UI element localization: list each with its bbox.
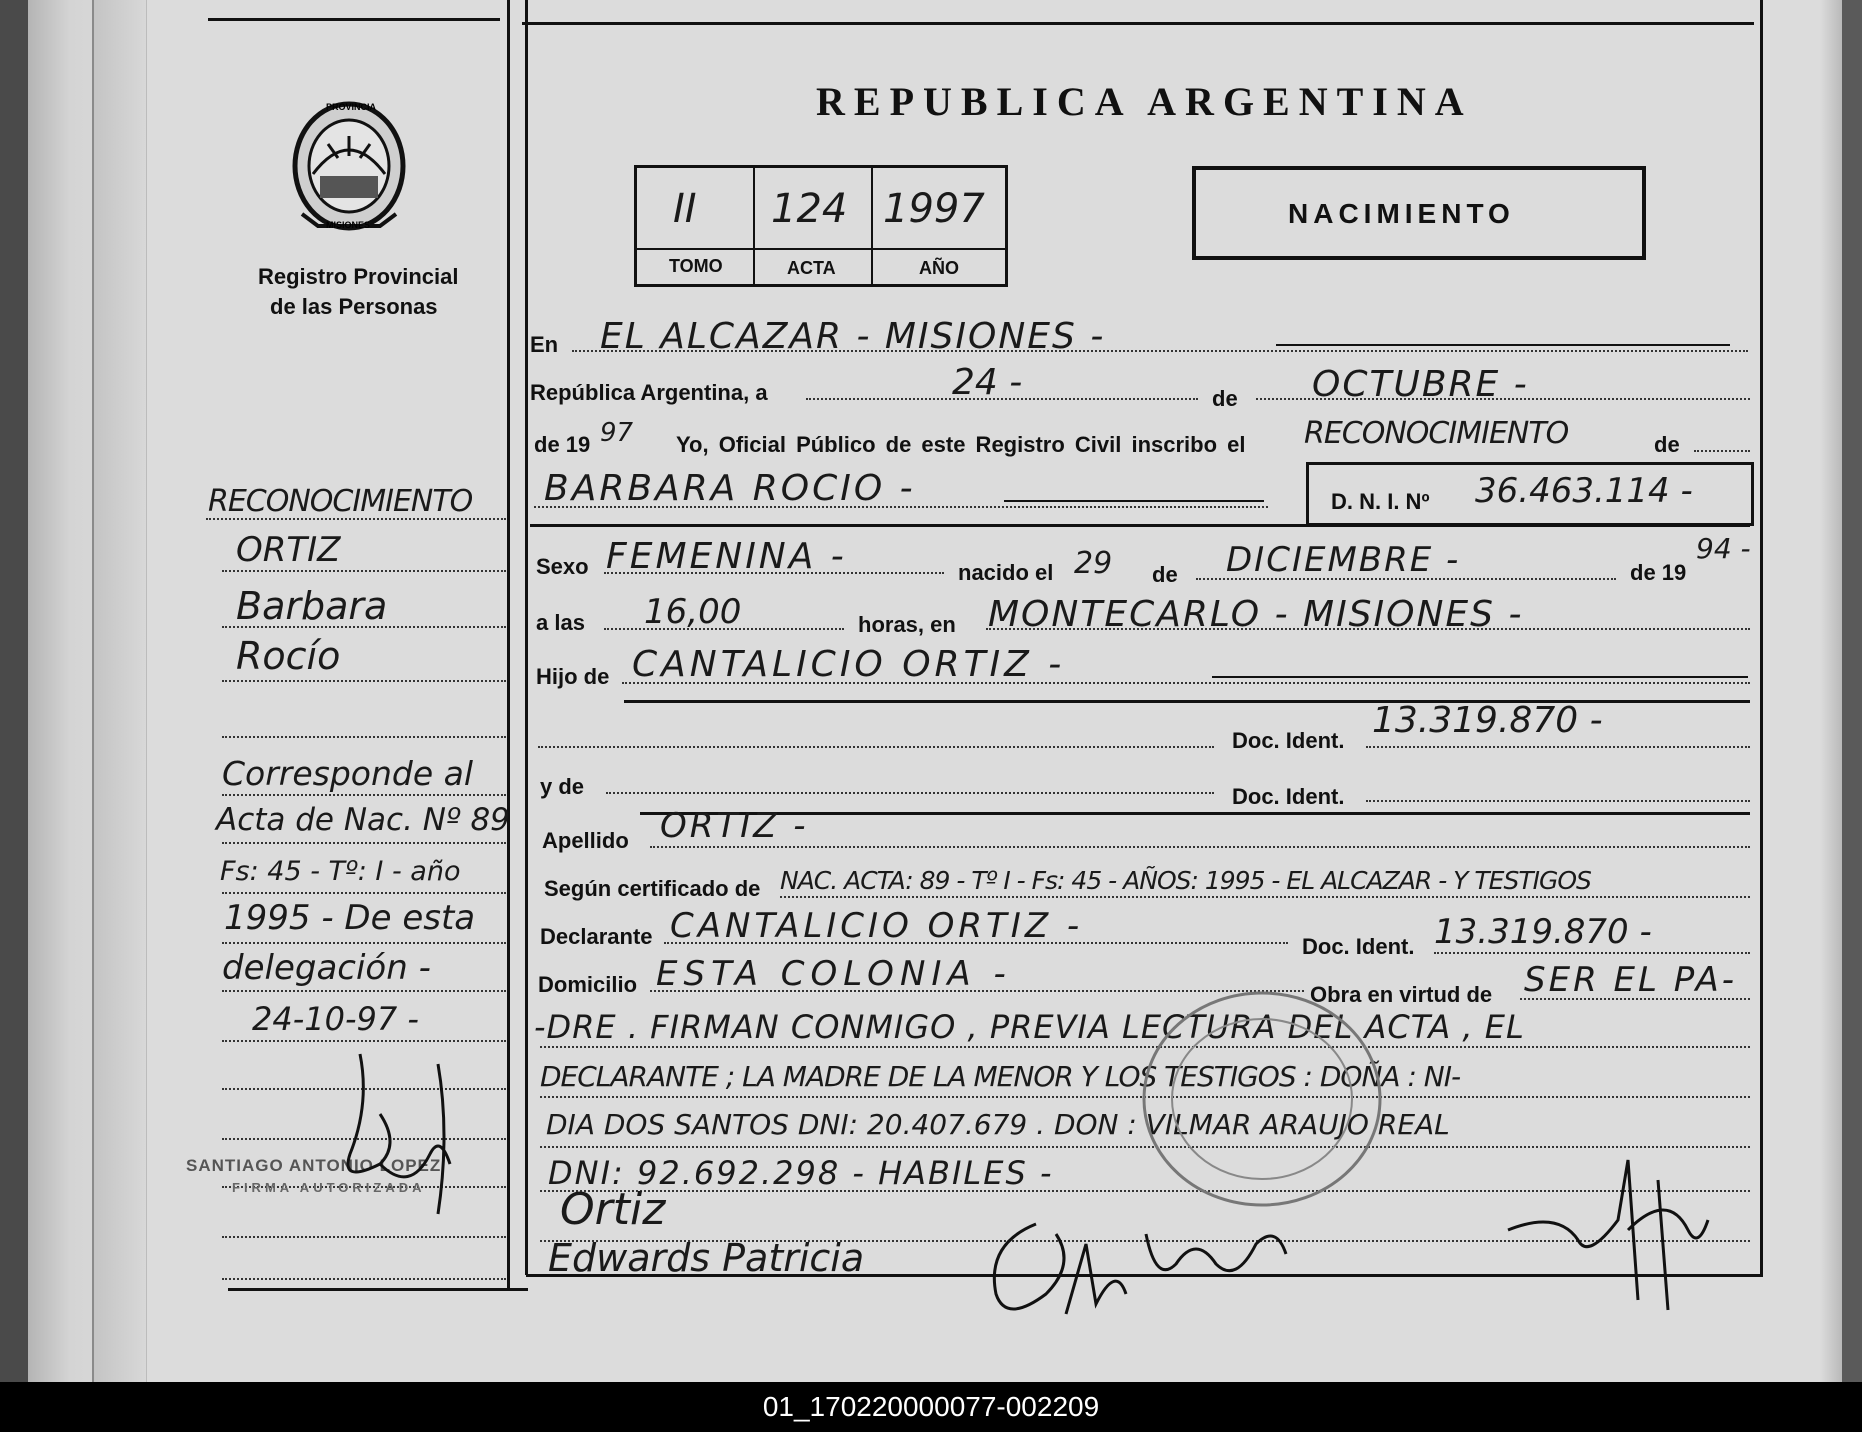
ano-value: 1997	[883, 186, 985, 232]
en-label: En	[530, 332, 559, 357]
document-id-footer: 01_170220000077-002209	[0, 1382, 1862, 1432]
form-left-border	[525, 0, 528, 1275]
declarante-label: Declarante	[540, 924, 653, 949]
official-stamp-icon	[1136, 984, 1388, 1214]
father-value: CANTALICIO ORTIZ -	[632, 644, 1066, 685]
page-right-edge	[1842, 0, 1862, 1382]
text-line-4: DNI: 92.692.298 - HABILES -	[548, 1154, 1054, 1192]
segun-label: Según certificado de	[544, 876, 761, 901]
domicilio-value: ESTA COLONIA -	[656, 954, 1012, 994]
birth-day: 29	[1074, 546, 1113, 581]
bottom-rule-left	[228, 1288, 528, 1291]
horas-label: horas, en	[858, 612, 956, 637]
tomo-value: II	[673, 186, 697, 232]
dni-box	[1306, 462, 1754, 526]
margin-note6: 24-10-97 -	[252, 1000, 419, 1038]
apellido-value: ORTIZ -	[660, 806, 809, 846]
text-line-3: DIA DOS SANTOS DNI: 20.407.679 . DON : VILMAR ARAUJO REAL	[546, 1108, 1450, 1141]
margin-name1: Barbara	[236, 584, 388, 628]
place-value: MONTECARLO - MISIONES -	[988, 594, 1524, 635]
signature-mother: Edwards Patricia	[548, 1236, 865, 1280]
margin-stamp-role: FIRMA AUTORIZADA	[232, 1180, 426, 1195]
apellido-label: Apellido	[542, 828, 629, 853]
page-left-edge	[0, 0, 28, 1382]
dni-label: D. N. I. Nº	[1331, 489, 1430, 514]
day-value: 24 -	[952, 362, 1023, 403]
acta-value: 124	[771, 186, 848, 232]
tomo-label: TOMO	[669, 256, 723, 276]
alas-label: a las	[536, 610, 585, 635]
doc-label: Doc. Ident.	[1232, 728, 1345, 753]
text-line-2: DECLARANTE ; LA MADRE DE LA MENOR Y LOS TESTIGOS : DOÑA : NI-	[540, 1060, 1461, 1093]
text-line-1: -DRE . FIRMAN CONMIGO , PREVIA LECTURA DEL ACTA , EL	[534, 1008, 1525, 1046]
month-value: OCTUBRE -	[1312, 364, 1529, 405]
en-strike-line	[1276, 344, 1730, 346]
doc-label2: Doc. Ident.	[1232, 784, 1345, 809]
obra-value: SER EL PA-	[1524, 960, 1738, 1000]
witness-signature	[976, 1204, 1306, 1339]
sexo-value: FEMENINA -	[606, 536, 847, 577]
margin-name2: Rocío	[236, 634, 341, 678]
de-suffix: de	[1654, 432, 1680, 457]
act-type-box	[1192, 166, 1646, 260]
signature-declarante: Ortiz	[560, 1184, 666, 1235]
republica-label: República Argentina, a	[530, 380, 768, 405]
birth-year: 94 -	[1696, 532, 1751, 565]
name-section-rule	[530, 524, 1750, 527]
father-doc: 13.319.870 -	[1372, 700, 1603, 741]
margin-note3: Fs: 45 - Tº: I - año	[220, 856, 461, 887]
en-value: EL ALCAZAR - MISIONES -	[600, 316, 1106, 357]
nacido-label: nacido el	[958, 560, 1054, 585]
doc-label3: Doc. Ident.	[1302, 934, 1415, 959]
segun-value: NAC. ACTA: 89 - Tº I - Fs: 45 - AÑOS: 1995 - EL ALCAZAR - Y TESTIGOS	[780, 866, 1591, 895]
official-signature	[1498, 1150, 1718, 1325]
act-value: RECONOCIMIENTO	[1304, 416, 1569, 451]
registry-name-line2: de las Personas	[270, 294, 438, 319]
dni-value: 36.463.114 -	[1475, 471, 1693, 511]
birth-year-prefix: de 19	[1630, 560, 1687, 585]
margin-title: RECONOCIMIENTO	[208, 484, 473, 519]
hijo-label: Hijo de	[536, 664, 610, 689]
hour-value: 16,00	[644, 592, 742, 632]
birth-month: DICIEMBRE -	[1226, 540, 1461, 580]
ano-label: AÑO	[919, 258, 959, 278]
country-title: REPUBLICA ARGENTINA	[816, 79, 1473, 124]
declarante-value: CANTALICIO ORTIZ -	[670, 906, 1084, 946]
obra-label: Obra en virtud de	[1310, 982, 1493, 1007]
margin-note5: delegación -	[222, 948, 431, 988]
margin-surname: ORTIZ	[236, 530, 341, 570]
top-rule-left	[208, 18, 500, 21]
name-strike-line	[1004, 500, 1264, 502]
seal-bottom-text: MISIONES	[326, 220, 371, 230]
de-label: de	[1212, 386, 1238, 411]
registry-name-line1: Registro Provincial	[258, 264, 459, 289]
year-value: 97	[600, 418, 634, 448]
margin-signature	[320, 1044, 480, 1229]
form-right-border	[1760, 0, 1763, 1275]
de-label2: de	[1152, 562, 1178, 587]
acta-label: ACTA	[787, 258, 836, 278]
sexo-label: Sexo	[536, 554, 589, 579]
domicilio-label: Domicilio	[538, 972, 638, 997]
year-prefix: de 19	[534, 432, 591, 457]
record-number-box	[634, 165, 1008, 287]
margin-note1: Corresponde al	[222, 754, 474, 793]
top-rule-right	[522, 22, 1754, 25]
father-strike-line	[1212, 676, 1748, 678]
name-value: BARBARA ROCIO -	[544, 468, 916, 509]
margin-stamp-name: SANTIAGO ANTONIO LOPEZ	[186, 1156, 442, 1175]
yde-label: y de	[540, 774, 585, 799]
margin-note2: Acta de Nac. Nº 89	[216, 802, 510, 838]
provincial-seal-icon	[288, 96, 410, 236]
yo-text: Yo, Oficial Público de este Registro Civil inscribo el	[676, 432, 1246, 457]
declarante-doc: 13.319.870 -	[1434, 912, 1652, 952]
left-column-divider	[507, 0, 510, 1290]
act-type-label: NACIMIENTO	[1288, 198, 1515, 229]
book-spine	[92, 0, 147, 1382]
margin-note4: 1995 - De esta	[224, 898, 476, 938]
seal-top-text: PROVINCIA	[326, 102, 377, 112]
